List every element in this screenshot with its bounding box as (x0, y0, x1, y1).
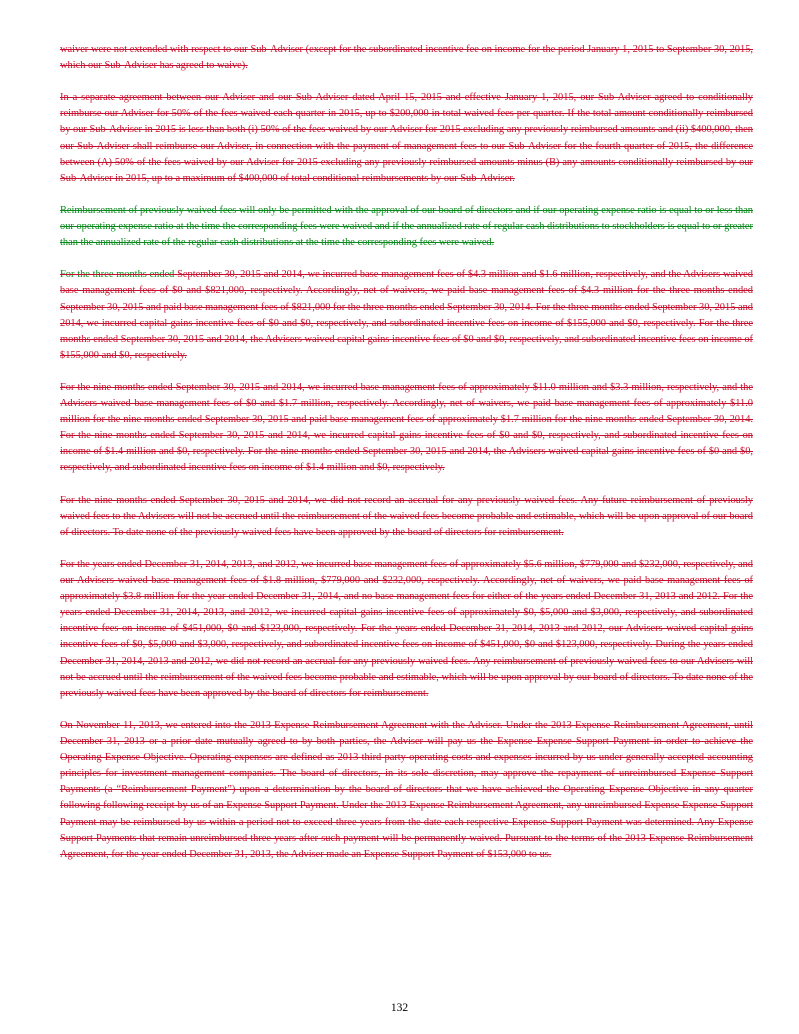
paragraph-gap (60, 541, 753, 557)
paragraph-gap (60, 477, 753, 493)
paragraph-reimbursement-conditions: Reimbursement of previously waived fees will only be permitted with the approval of our board of directors and if our operating expense ratio is equal to or less than our operating expense ratio at the time the corresponding fees were waived and if the annualized rate of regular cash distributions to stockholders is equal to or greater than the annualized rate of the regular cash distributions at the time the corresponding fees were waived. (60, 204, 753, 249)
paragraph-three-months-fees (60, 267, 753, 364)
three-months-body-text: September 30, 2015 and 2014, we incurred base management fees of $4.3 million and $1.6 million, respectively, and the Advisers waived base management fees of $0 and $821,000, respectively. Accordingly, net of waivers, we paid base management fees of $4.3 million for the three months ended September 30, 2015 and paid base management fees of $821,000 for the three months ended September 30, 2014. For the three months ended September 30, 2015 and 2014, we incurred capital gains incentive fees of $0 and $0, respectively, and subordinated incentive fees on income of $155,000 and $0, respectively. For the three months ended September 30, 2015 and 2014, the Advisers waived capital gains incentive fees of $0 and $0, respectively, and subordinated incentive fees on income of $155,000 and $0, respectively. (60, 269, 753, 361)
paragraph-nine-months-accrual: For the nine months ended September 30, 2015 and 2014, we did not record an accrual for any previously waived fees. Any future reimbursement of previously waived fees to the Advisers will not be accrued until the reimbursement of the waived fees become probable and estimable, which will be upon approval of our board of directors. To date none of the previously waived fees have been approved by the board of directors for reimbursement. (60, 494, 753, 538)
paragraph-gap (60, 74, 753, 90)
paragraph-gap (60, 251, 753, 267)
paragraph-gap (60, 187, 753, 203)
paragraph-gap (60, 702, 753, 718)
paragraph-nine-months-fees: For the nine months ended September 30, 2015 and 2014, we incurred base management fees of approximately $11.0 million and $3.3 million, respectively, and the Advisers waived base management fees of $0 and $1.7 million, respectively. Accordingly, net of waivers, we paid base management fees of approximately $11.0 million for the nine months ended September 30, 2015 and paid base management fees of approximately $1.7 million for the nine months ended September 30, 2014. For the nine months ended September 30, 2015 and 2014, we incurred capital gains incentive fees of $0 and $0, respectively, and subordinated incentive fees on income of $1.4 million and $0, respectively. For the nine months ended September 30, 2015 and 2014, the Advisers waived capital gains incentive fees of $0 and $0, respectively, and subordinated incentive fees on income of $1.4 million and $0, respectively. (60, 381, 753, 474)
document-page (60, 42, 753, 863)
three-months-lead-text: For the three months ended (60, 269, 178, 281)
paragraph-annual-fees-2012-2014: For the years ended December 31, 2014, 2013, and 2012, we incurred base management fees of approximately $5.6 million, $779,000 and $232,000, respectively, and our Advisers waived base management fees of $1.8 million, $779,000 and $232,000, respectively. Accordingly, net of waivers, we paid base management fees of approximately $3.8 million for the year ended December 31, 2014, and no base management fees for either of the years ended December 31, 2013 and 2012. For the years ended December 31, 2014, 2013, and 2012, we incurred capital gains incentive fees of approximately $0, $5,000 and $3,000, respectively, and subordinated incentive fees on income of $451,000, $0 and $123,000, respectively. For the years ended December 31, 2014, 2013 and 2012, our Advisers waived capital gains incentive fees of $0, $5,000 and $3,000, respectively, and subordinated incentive fees on income of $451,000, $0 and $123,000, respectively. During the years ended December 31, 2014, 2013 and 2012, we did not record an accrual for any previously waived fees. Any reimbursement of previously waived fees to our Advisers will not be accrued until the reimbursement of the waived fees become probable and estimable, which will be upon approval by our board of directors. To date none of the previously waived fees have been approved by the board of directors for reimbursement. (60, 559, 753, 699)
paragraph-gap (60, 364, 753, 380)
paragraph-adviser-waiver-continuation: waiver were not extended with respect to our Sub-Adviser (except for the subordinated incentive fee on income for the period January 1, 2015 to September 30, 2015, which our Sub-Adviser has agreed to waive). (60, 44, 753, 72)
paragraph-sub-adviser-reimbursement-agreement: In a separate agreement between our Adviser and our Sub-Adviser dated April 15, 2015 and effective January 1, 2015, our Sub-Adviser agreed to conditionally reimburse our Adviser for 50% of the fees waived each quarter in 2015, up to $200,000 in total waived fees per quarter. If the total amount conditionally reimbursed by our Sub-Adviser in 2015 is less than both (i) 50% of the fees waived by our Adviser for 2015 excluding any previously reimbursed amounts and (ii) $400,000, then our Sub-Adviser shall reimburse our Adviser, in connection with the payment of management fees to our Sub-Adviser for the fourth quarter of 2015, the difference between (A) 50% of the fees waived by our Adviser for 2015 excluding any previously reimbursed amounts minus (B) any amounts conditionally reimbursed by our Sub-Adviser in 2015, up to a maximum of $400,000 of total conditional reimbursements by our Sub-Adviser. (60, 92, 753, 184)
paragraph-expense-reimbursement-agreement: On November 11, 2013, we entered into the 2013 Expense Reimbursement Agreement with the Adviser. Under the 2013 Expense Reimbursement Agreement, until December 31, 2013 or a prior date mutually agreed to by both parties, the Adviser will pay us the Expense Expense Support Payment in order to achieve the Operating Expense Objective. Operating expenses are defined as 2013 third party operating costs and expenses incurred by us under generally accepted accounting principles for investment management companies. The board of directors, in its sole discretion, may approve the repayment of unreimbursed Expense Support Payments (a “Reimbursement Payment”) upon a determination by the board of directors that we have achieved the Operating Expense Objective in any quarter following following receipt by us of an Expense Support Payment. Under the 2013 Expense Reimbursement Agreement, any unreimbursed Expense Expense Support Payment may be reimbursed by us within a period not to exceed three years from the date each respective Expense Support Payment was determined. Any Expense Support Payments that remain unreimbursed three years after such payment will be permanently waived. Pursuant to the terms of the 2013 Expense Reimbursement Agreement, for the year ended December 31, 2013, the Adviser made an Expense Support Payment of $153,000 to us. (60, 719, 753, 860)
page-number: 132 (390, 1002, 409, 1014)
